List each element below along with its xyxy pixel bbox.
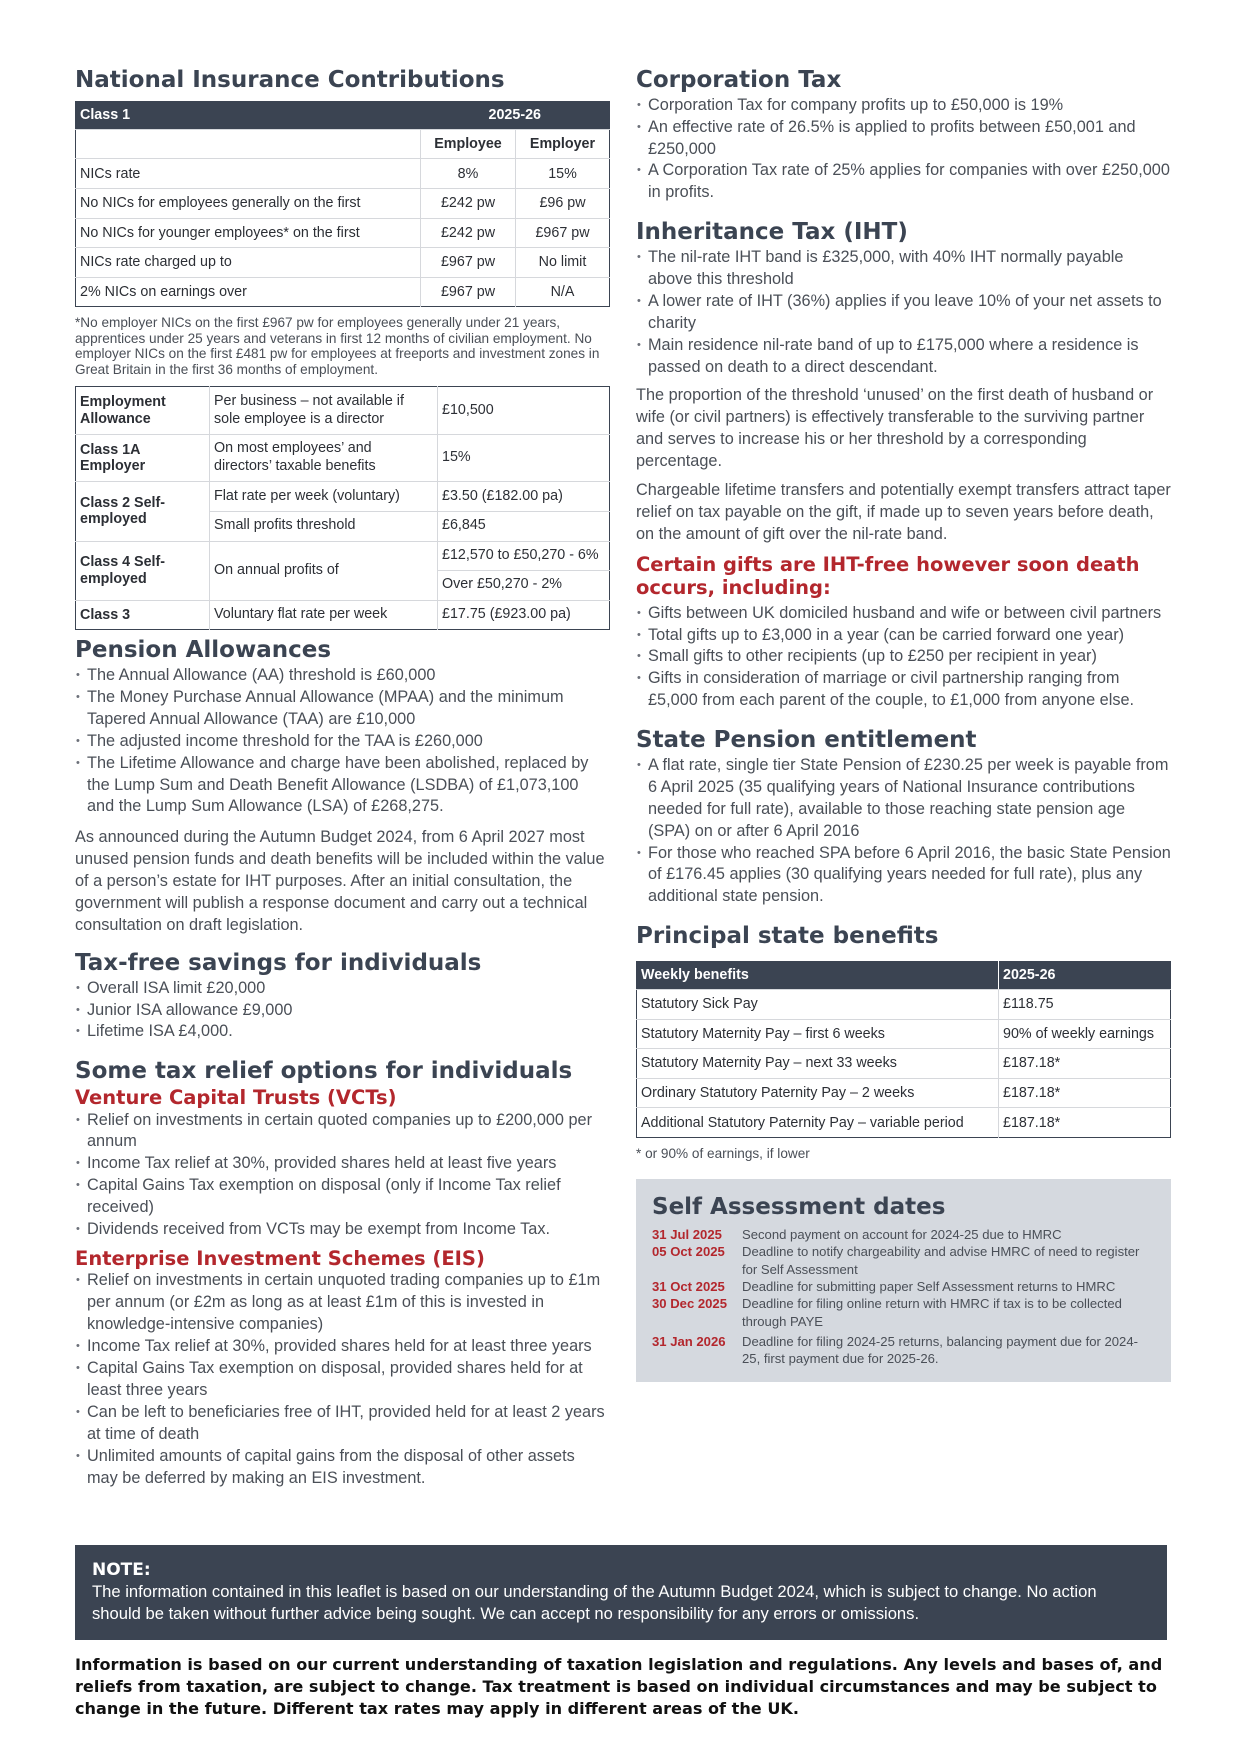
nic-class1-table (75, 101, 610, 308)
list-item: • Overall ISA limit £20,000 (75, 978, 610, 1000)
list-item: • Small gifts to other recipients (up to £250 per recipient in year) (636, 646, 1171, 668)
list-item: • Corporation Tax for company profits up to £50,000 is 19% (636, 95, 1171, 117)
list-item: • Income Tax relief at 30%, provided shares held at least five years (75, 1153, 610, 1175)
list-item: • Main residence nil-rate band of up to £175,000 where a residence is passed on death to a direct descendant. (636, 335, 1171, 379)
list-item: • A Corporation Tax rate of 25% applies for companies with over £250,000 in profits. (636, 160, 1171, 204)
nic-col-employer: Employer (516, 129, 610, 159)
list-item: • The nil-rate IHT band is £325,000, with 40% IHT normally payable above this threshold (636, 247, 1171, 291)
benefits-title: Principal state benefits (636, 923, 939, 950)
table-row: Statutory Sick Pay £118.75 (637, 989, 1171, 1019)
left-column (75, 66, 610, 1489)
list-item: • Capital Gains Tax exemption on disposal, provided shares held for at least three years (75, 1358, 610, 1402)
table-row: Employment Allowance Per business – not available if sole employee is a director £10,500 (76, 387, 610, 435)
table-row: Statutory Maternity Pay – first 6 weeks 90% of weekly earnings (637, 1019, 1171, 1049)
iht-list (636, 247, 1171, 378)
list-item: • Lifetime ISA £4,000. (75, 1021, 610, 1043)
nic-class-label: Class 1 (76, 101, 421, 129)
list-item: 31 Jan 2026 Deadline for filing 2024-25 returns, balancing payment due for 2024-25, first payment due for 2025-26. (652, 1333, 1138, 1367)
benefits-footnote: * or 90% of earnings, if lower (636, 1145, 810, 1161)
table-row: 2% NICs on earnings over £967 pw N/A (76, 277, 610, 307)
benefits-col-year: 2025-26 (999, 961, 1171, 989)
note-title: NOTE: (92, 1560, 151, 1580)
state-pension-list (636, 755, 1171, 908)
table-row: Class 3 Voluntary flat rate per week £17.75 (£923.00 pa) (76, 600, 610, 630)
list-item: • The adjusted income threshold for the TAA is £260,000 (75, 731, 610, 753)
table-row: No NICs for employees generally on the first £242 pw £96 pw (76, 188, 610, 218)
iht-paragraph-1: The proportion of the threshold ‘unused’ on the first death of husband or wife (or civil partners) is effectively transferable to the surviving partner and serves to increase his or her threshold by a corresponding percentage. (636, 386, 1154, 471)
vct-title: Venture Capital Trusts (VCTs) (75, 1086, 397, 1110)
table-row: Small profits threshold £6,845 (76, 511, 610, 541)
list-item: • A flat rate, single tier State Pension of £230.25 per week is payable from 6 April 2025 (35 qualifying years of National Insurance contributions needed for full rate), available to those reaching state pension age (SPA) on or after 6 April 2016 (636, 755, 1171, 843)
table-row: NICs rate charged up to £967 pw No limit (76, 248, 610, 278)
note-box (75, 1545, 1167, 1640)
table-row: Class 2 Self-employed Flat rate per week (voluntary) £3.50 (£182.00 pa) (76, 482, 610, 512)
nic-title: National Insurance Contributions (75, 67, 505, 93)
list-item: • Can be left to beneficiaries free of IHT, provided held for at least 2 years at time of death (75, 1402, 610, 1446)
table-row: NICs rate 8% 15% (76, 159, 610, 189)
list-item: • Relief on investments in certain quoted companies up to £200,000 per annum (75, 1110, 610, 1154)
list-item: 31 Oct 2025 Deadline for submitting paper Self Assessment returns to HMRC (652, 1279, 1116, 1295)
eis-title: Enterprise Investment Schemes (EIS) (75, 1246, 485, 1270)
nic-classes-table (75, 386, 610, 630)
note-text: The information contained in this leaflet is based on our understanding of the Autumn Budget 2024, which is subject to change. No action should be taken without further advice being sought. We can accept no responsibility for any errors or omissions. (92, 1582, 1097, 1623)
nic-col-employee: Employee (421, 129, 516, 159)
list-item: • Gifts in consideration of marriage or civil partnership ranging from £5,000 from each parent of the couple, to £1,000 from anyone else. (636, 668, 1171, 712)
savings-title: Tax-free savings for individuals (75, 949, 482, 976)
list-item: • The Money Purchase Annual Allowance (MPAA) and the minimum Tapered Annual Allowance (TAA) are £10,000 (75, 687, 610, 731)
table-row: Over £50,270 - 2% (76, 571, 610, 601)
list-item: • An effective rate of 26.5% is applied to profits between £50,001 and £250,000 (636, 117, 1171, 161)
table-row: Class 4 Self-employed On annual profits of £12,570 to £50,270 - 6% (76, 541, 610, 571)
list-item: • Capital Gains Tax exemption on disposal (only if Income Tax relief received) (75, 1175, 610, 1219)
list-item: 30 Dec 2025 Deadline for filing online return with HMRC if tax is to be collected through PAYE (652, 1296, 1122, 1329)
benefits-table (636, 961, 1171, 1138)
iht-paragraph-2: Chargeable lifetime transfers and potentially exempt transfers attract taper relief on tax payable on the gift, if made up to seven years before death, on the amount of gift over the nil-rate band. (636, 481, 1171, 543)
pension-paragraph: As announced during the Autumn Budget 2024, from 6 April 2027 most unused pension funds and death benefits will be included within the value of a person’s estate for IHT purposes. After an initial consultation, the government will publish a response document and carry out a technical consultation on draft legislation. (75, 828, 605, 934)
list-item: • A lower rate of IHT (36%) applies if you leave 10% of your net assets to charity (636, 291, 1171, 335)
nic-year: 2025-26 (421, 101, 610, 129)
relief-title: Some tax relief options for individuals (75, 1058, 573, 1085)
pension-title: Pension Allowances (75, 637, 332, 664)
table-row: Ordinary Statutory Paternity Pay – 2 weeks £187.18* (637, 1078, 1171, 1108)
list-item: 31 Jul 2025 Second payment on account for 2024-25 due to HMRC (652, 1227, 1062, 1243)
pension-list (75, 665, 610, 818)
self-assessment-box (636, 1179, 1171, 1381)
table-row: Additional Statutory Paternity Pay – variable period £187.18* (637, 1108, 1171, 1138)
table-row: No NICs for younger employees* on the first £242 pw £967 pw (76, 218, 610, 248)
list-item: • Income Tax relief at 30%, provided shares held for at least three years (75, 1336, 610, 1358)
list-item: • Dividends received from VCTs may be exempt from Income Tax. (75, 1219, 610, 1241)
list-item: • Junior ISA allowance £9,000 (75, 1000, 610, 1022)
savings-list (75, 978, 610, 1044)
corporation-title: Corporation Tax (636, 67, 842, 93)
list-item: • Unlimited amounts of capital gains from the disposal of other assets may be deferred by making an EIS investment. (75, 1446, 610, 1490)
table-row: Class 1A Employer On most employees’ and directors’ taxable benefits 15% (76, 435, 610, 482)
iht-title: Inheritance Tax (IHT) (636, 219, 908, 246)
iht-gifts-title: Certain gifts are IHT-free however soon death occurs, including: (636, 552, 1140, 600)
list-item: • The Lifetime Allowance and charge have been abolished, replaced by the Lump Sum and Death Benefit Allowance (LSDBA) of £1,073,100 and the Lump Sum Allowance (LSA) of £268,275. (75, 753, 610, 819)
table-row: Statutory Maternity Pay – next 33 weeks £187.18* (637, 1049, 1171, 1079)
vct-list (75, 1110, 610, 1241)
list-item: • Total gifts up to £3,000 in a year (can be carried forward one year) (636, 625, 1171, 647)
nic-footnote: *No employer NICs on the first £967 pw for employees generally under 21 years, apprentices under 25 years and veterans in first 12 months of civilian employment. No employer NICs on the first £481 pw for employees at freeports and investment zones in Great Britain in the first 36 months of employment. (75, 315, 600, 377)
eis-list (75, 1270, 610, 1489)
corporation-list (636, 95, 1171, 205)
list-item: 05 Oct 2025 Deadline to notify chargeability and advise HMRC of need to register for Self Assessment (652, 1244, 1140, 1277)
iht-gifts-list (636, 603, 1171, 713)
list-item: • The Annual Allowance (AA) threshold is £60,000 (75, 665, 610, 687)
right-column (636, 66, 1171, 1382)
disclaimer: Information is based on our current understanding of taxation legislation and regulations. Any levels and bases of, and reliefs from taxation, are subject to change. Tax treatment is based on individual circumstances and may be subject to change in the future. Different tax rates may apply in different areas of the UK. (75, 1655, 1163, 1718)
list-item: • Relief on investments in certain unquoted trading companies up to £1m per annum (or £2m as long as at least £1m of this is invested in knowledge-intensive companies) (75, 1270, 610, 1336)
list-item: • For those who reached SPA before 6 April 2016, the basic State Pension of £176.45 applies (30 qualifying years needed for full rate), plus any additional state pension. (636, 843, 1171, 909)
sa-title: Self Assessment dates (652, 1194, 946, 1221)
state-pension-title: State Pension entitlement (636, 727, 977, 754)
list-item: • Gifts between UK domiciled husband and wife or between civil partners (636, 603, 1171, 625)
benefits-col-label: Weekly benefits (637, 961, 999, 989)
